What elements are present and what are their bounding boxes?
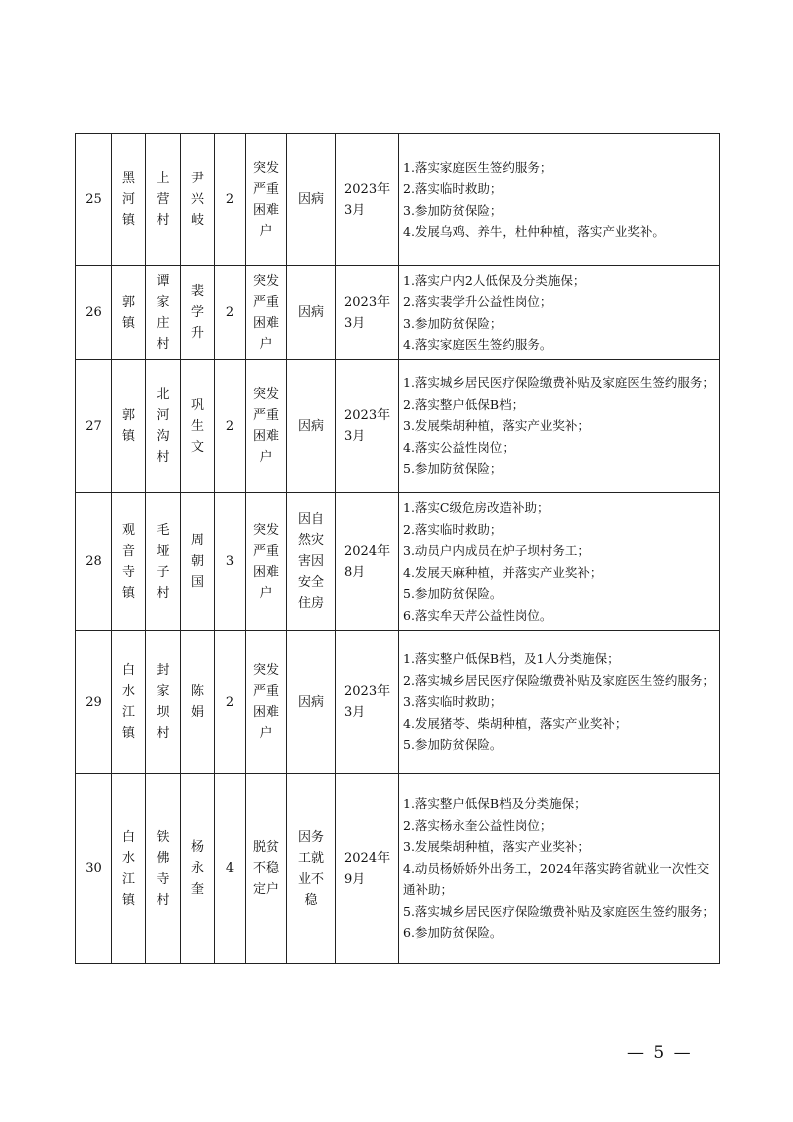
measures-cell xyxy=(399,266,720,360)
table-row xyxy=(76,493,720,631)
measure-item: 4.发展天麻种植，并落实产业奖补； xyxy=(403,564,603,580)
household-head-cell: 巩生文 xyxy=(181,360,215,493)
household-type-cell: 突发严重困难户 xyxy=(246,266,287,360)
cause-cell: 因病 xyxy=(287,631,336,774)
measures-cell xyxy=(399,774,720,964)
measure-item: 6.参加防贫保险。 xyxy=(403,925,503,941)
village-cell: 毛垭子村 xyxy=(146,493,181,631)
town-cell: 黑河镇 xyxy=(112,134,146,266)
date-cell: 2023年3月 xyxy=(336,266,399,360)
cause-cell: 因务工就业不稳 xyxy=(287,774,336,964)
household-type-cell: 突发严重困难户 xyxy=(246,134,287,266)
measure-item: 5.参加防贫保险； xyxy=(403,461,503,477)
measure-item: 1.落实城乡居民医疗保险缴费补贴及家庭医生签约服务； xyxy=(403,375,715,391)
town-cell: 白水江镇 xyxy=(112,774,146,964)
village-cell: 铁佛寺村 xyxy=(146,774,181,964)
measure-item: 1.落实C级危房改造补助； xyxy=(403,500,550,515)
household-type-cell: 突发严重困难户 xyxy=(246,360,287,493)
measure-item: 3.发展柴胡种植，落实产业奖补； xyxy=(403,418,590,434)
row-number-cell: 27 xyxy=(76,360,112,493)
cause-cell: 因病 xyxy=(287,134,336,266)
measures-cell xyxy=(399,493,720,631)
measure-item: 1.落实整户低保B档，及1人分类施保； xyxy=(403,651,620,667)
household-head-cell: 尹兴岐 xyxy=(181,134,215,266)
row-number-cell: 29 xyxy=(76,631,112,774)
measure-item: 3.发展柴胡种植，落实产业奖补； xyxy=(403,839,590,855)
household-size-cell: 2 xyxy=(215,134,246,266)
village-cell: 谭家庄村 xyxy=(146,266,181,360)
measure-item: 5.落实城乡居民医疗保险缴费补贴及家庭医生签约服务； xyxy=(403,903,715,919)
table-row xyxy=(76,631,720,774)
household-type-cell: 突发严重困难户 xyxy=(246,493,287,631)
measure-item: 5.参加防贫保险。 xyxy=(403,737,503,753)
household-head-cell: 周朝国 xyxy=(181,493,215,631)
household-size-cell: 2 xyxy=(215,631,246,774)
row-number-cell: 28 xyxy=(76,493,112,631)
measure-item: 4.落实公益性岗位； xyxy=(403,439,515,455)
household-type-cell: 突发严重困难户 xyxy=(246,631,287,774)
measure-item: 4.动员杨娇娇外出务工，2024年落实跨省就业一次性交通补助； xyxy=(403,860,710,898)
assistance-table xyxy=(75,133,720,964)
measure-item: 2.落实裴学升公益性岗位； xyxy=(403,294,553,309)
household-size-cell: 2 xyxy=(215,360,246,493)
measure-item: 6.落实牟天芹公益性岗位。 xyxy=(403,607,553,623)
cause-cell: 因病 xyxy=(287,266,336,360)
table-row xyxy=(76,360,720,493)
village-cell: 上营村 xyxy=(146,134,181,266)
measures-cell xyxy=(399,360,720,493)
date-cell: 2024年8月 xyxy=(336,493,399,631)
measures-cell xyxy=(399,134,720,266)
measure-item: 3.动员户内成员在炉子坝村务工； xyxy=(403,543,590,558)
household-size-cell: 2 xyxy=(215,266,246,360)
date-cell: 2024年9月 xyxy=(336,774,399,964)
town-cell: 郭镇 xyxy=(112,266,146,360)
table-row xyxy=(76,774,720,964)
measure-item: 3.参加防贫保险； xyxy=(403,202,503,218)
town-cell: 白水江镇 xyxy=(112,631,146,774)
household-size-cell: 3 xyxy=(215,493,246,631)
household-head-cell: 陈娟 xyxy=(181,631,215,774)
date-cell: 2023年3月 xyxy=(336,631,399,774)
measure-item: 1.落实户内2人低保及分类施保； xyxy=(403,272,586,288)
page-number: — 5 — xyxy=(627,1043,693,1063)
measure-item: 4.落实家庭医生签约服务。 xyxy=(403,337,553,352)
cause-cell: 因病 xyxy=(287,360,336,493)
measure-item: 2.落实城乡居民医疗保险缴费补贴及家庭医生签约服务； xyxy=(403,672,715,688)
household-size-cell: 4 xyxy=(215,774,246,964)
date-cell: 2023年3月 xyxy=(336,360,399,493)
town-cell: 观音寺镇 xyxy=(112,493,146,631)
row-number-cell: 26 xyxy=(76,266,112,360)
measure-item: 2.落实整户低保B档； xyxy=(403,396,525,412)
measure-item: 5.参加防贫保险。 xyxy=(403,586,503,601)
village-cell: 北河沟村 xyxy=(146,360,181,493)
measure-item: 3.参加防贫保险； xyxy=(403,315,503,331)
row-number-cell: 25 xyxy=(76,134,112,266)
date-cell: 2023年3月 xyxy=(336,134,399,266)
measures-cell xyxy=(399,631,720,774)
measure-item: 4.发展乌鸡、养牛，杜仲种植，落实产业奖补。 xyxy=(403,224,665,239)
measure-item: 4.发展猪苓、柴胡种植，落实产业奖补； xyxy=(403,715,628,731)
measure-item: 1.落实家庭医生签约服务； xyxy=(403,159,553,175)
table-row xyxy=(76,134,720,266)
table-row xyxy=(76,266,720,360)
row-number-cell: 30 xyxy=(76,774,112,964)
cause-cell: 因自然灾害因安全住房 xyxy=(287,493,336,631)
measure-item: 2.落实临时救助； xyxy=(403,181,503,196)
household-type-cell: 脱贫不稳定户 xyxy=(246,774,287,964)
measure-item: 3.落实临时救助； xyxy=(403,694,503,710)
town-cell: 郭镇 xyxy=(112,360,146,493)
measure-item: 1.落实整户低保B档及分类施保； xyxy=(403,796,587,812)
measure-item: 2.落实杨永奎公益性岗位； xyxy=(403,817,553,833)
measure-item: 2.落实临时救助； xyxy=(403,521,503,537)
household-head-cell: 裴学升 xyxy=(181,266,215,360)
village-cell: 封家坝村 xyxy=(146,631,181,774)
household-head-cell: 杨永奎 xyxy=(181,774,215,964)
